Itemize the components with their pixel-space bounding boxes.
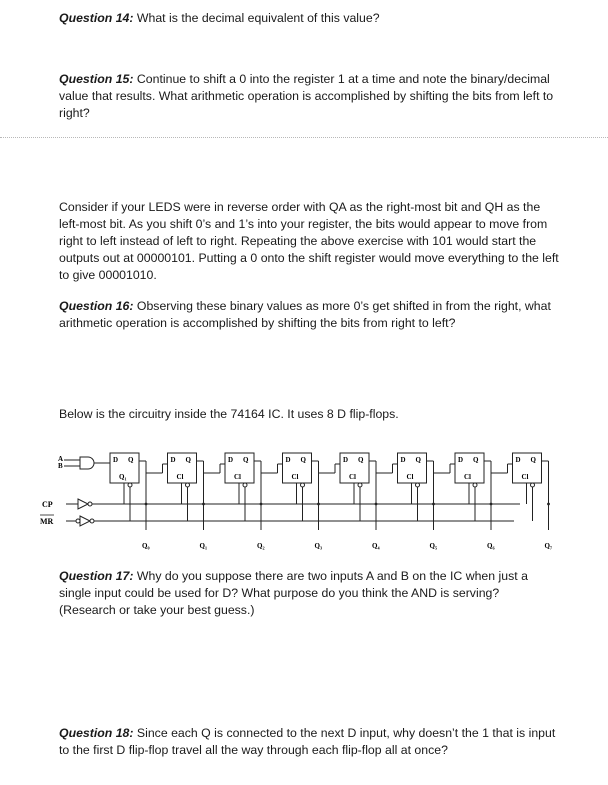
flip-flop-0-d-label: D <box>113 456 119 464</box>
flip-flop-7-clock-label: Cl <box>521 473 529 481</box>
output-label-3: Q₃ <box>314 542 323 550</box>
flip-flop-2-d-label: D <box>228 456 234 464</box>
question-16 <box>59 298 559 332</box>
flip-flop-4-reset-bubble <box>358 483 362 487</box>
question-16-text: Observing these binary values as more 0’s get shifted in from the right, what arithmetic operation is accomplished by shifting the bits from right to left? <box>59 299 551 330</box>
flip-flop-3-reset-bubble <box>301 483 305 487</box>
flip-flop-6-junction <box>490 503 493 506</box>
reset-buffer <box>80 516 90 526</box>
output-label-7: Q₇ <box>544 542 553 550</box>
question-18 <box>59 725 559 759</box>
question-18-label: Question 18: <box>59 726 134 740</box>
question-15-text: Continue to shift a 0 into the register 1 at a time and note the binary/decimal value that results. What arithmetic operation is accomplished by shifting the bits from left to right? <box>59 72 554 120</box>
flip-flop-7-d-label: D <box>515 456 521 464</box>
flip-flop-6-clock-label: Cl <box>464 473 471 481</box>
output-label-5: Q₅ <box>429 542 438 550</box>
flip-flop-5-junction <box>432 503 435 506</box>
flip-flop-1-q-label: Q <box>185 456 191 464</box>
paragraph-reverse-order: Consider if your LEDS were in reverse order with QA as the right-most bit and QH as the left-most bit. As you shift 0’s and 1’s into your register, the bits would appear to move from right to left instead of left to right. Repeating the above exercise with 101 would start the outputs out at 00000101. Putting a 0 onto the shift register would move everything to the left to give 00001010. <box>59 200 559 282</box>
flip-flop-6-d-label: D <box>458 456 464 464</box>
flip-flop-2-clock-label: Cl <box>234 473 241 481</box>
question-16-label: Question 16: <box>59 299 134 313</box>
section-divider <box>0 137 608 138</box>
flip-flop-3-q-label: Q <box>300 456 306 464</box>
question-15-label: Question 15: <box>59 72 134 86</box>
flip-flop-4-q-label: Q <box>358 456 364 464</box>
flip-flop-2-junction <box>260 503 263 506</box>
flip-flop-2-reset-bubble <box>243 483 247 487</box>
flip-flop-0-clock-label: Q₁ <box>119 473 127 481</box>
flip-flop-3-d-label: D <box>285 456 291 464</box>
flip-flop-4-clock-label: Cl <box>349 473 356 481</box>
flip-flop-3-clock-label: Cl <box>291 473 299 481</box>
flip-flop-5-clock-label: Cl <box>406 473 414 481</box>
input-b-label: B <box>58 462 63 470</box>
question-14-text: What is the decimal equivalent of this value? <box>133 11 380 25</box>
flip-flop-0-junction <box>145 503 148 506</box>
question-15 <box>59 71 559 122</box>
reset-label: MR <box>40 517 54 526</box>
question-18-text: Since each Q is connected to the next D input, why doesn’t the 1 that is input to the first D flip-flop travel all the way through each flip-flop all at once? <box>59 726 556 757</box>
flip-flop-5-d-label: D <box>400 456 406 464</box>
reset-input-bubble <box>76 519 80 523</box>
flip-flop-7-junction <box>547 503 550 506</box>
flip-flop-7-q-label: Q <box>530 456 536 464</box>
question-17 <box>59 568 559 619</box>
flip-flop-group <box>110 453 552 550</box>
question-17-label: Question 17: <box>59 569 134 583</box>
question-17-text: Why do you suppose there are two inputs A and B on the IC when just a single input could be used for D? What purpose do you think the AND is serving? (Research or take your best guess.) <box>59 569 528 617</box>
flip-flop-2-q-label: Q <box>243 456 249 464</box>
paragraph-circuit-intro: Below is the circuitry inside the 74164 IC. It uses 8 D flip-flops. <box>59 407 399 421</box>
flip-flop-1-d-label: D <box>170 456 176 464</box>
flip-flop-7-reset-bubble <box>531 483 535 487</box>
flip-flop-1-reset-bubble <box>186 483 190 487</box>
output-label-6: Q₆ <box>487 542 495 550</box>
flip-flop-4-d-label: D <box>343 456 349 464</box>
output-label-0: Q₀ <box>142 542 150 550</box>
reset-buffer-bubble <box>90 519 94 523</box>
output-label-2: Q₂ <box>257 542 265 550</box>
flip-flop-3-junction <box>317 503 320 506</box>
input-a-label: A <box>58 455 64 463</box>
flip-flop-0-reset-bubble <box>128 483 132 487</box>
question-14 <box>59 10 559 27</box>
flip-flop-6-q-label: Q <box>473 456 479 464</box>
shift-register-circuit-diagram <box>30 448 560 560</box>
output-label-1: Q₁ <box>199 542 208 550</box>
flip-flop-0-q-label: Q <box>128 456 134 464</box>
flip-flop-5-reset-bubble <box>416 483 420 487</box>
clock-buffer-bubble <box>88 502 92 506</box>
clock-label: CP <box>42 500 53 509</box>
clock-buffer <box>78 499 88 509</box>
flip-flop-1-junction <box>202 503 205 506</box>
flip-flop-4-junction <box>375 503 378 506</box>
flip-flop-6-reset-bubble <box>473 483 477 487</box>
output-label-4: Q₄ <box>372 542 380 550</box>
flip-flop-5-q-label: Q <box>415 456 421 464</box>
and-gate <box>80 457 94 469</box>
question-14-label: Question 14: <box>59 11 134 25</box>
flip-flop-1-clock-label: Cl <box>176 473 184 481</box>
